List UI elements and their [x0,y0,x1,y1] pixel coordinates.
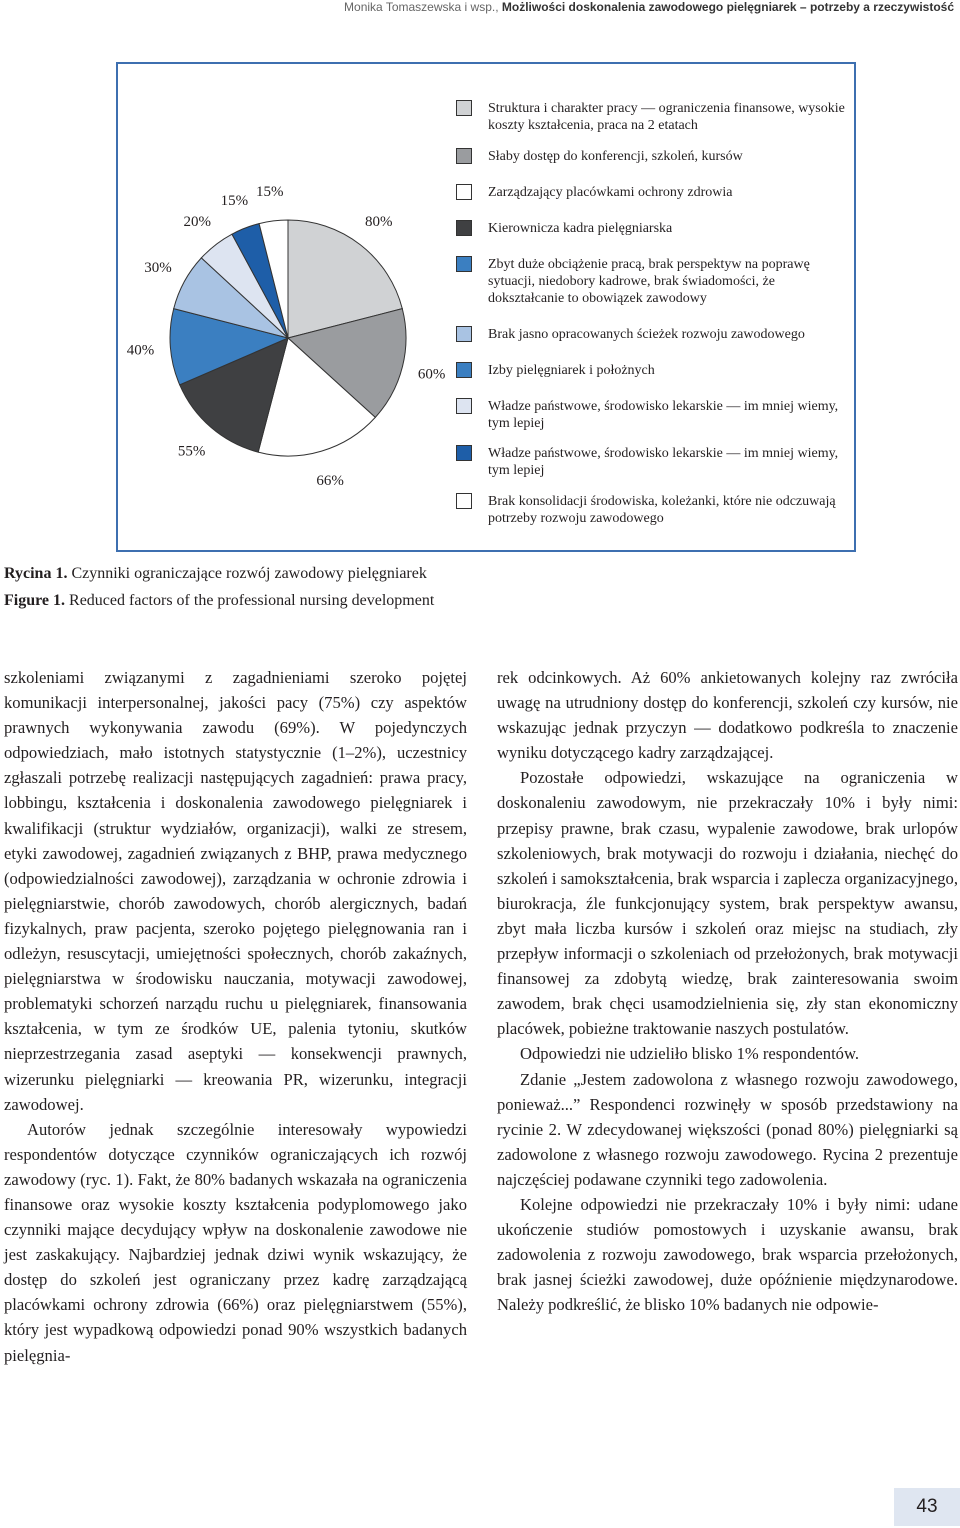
legend-text: Władze państwowe, środowisko lekarskie — im mniej wiemy, tym lepiej [488,399,839,431]
running-header [344,0,954,14]
paragraph: szkoleniami związanymi z zagadnieniami szeroko pojętej komunikacji interpersonalnej, jakości pacy (75%) czy aspektów prawnych wykonywania zawodu (69%). W pojedynczych odpowiedziach, mało istotnych statystycznie (1–2%), uczestnicy zgłaszali potrzebę realizacji następujących zagadnień: prawa pracy, lobbingu, kształcenia i doskonalenia zawodowego pielęgniarek i kwalifikacji (struktur wydziałów, organizacji), walki ze stresem, etyki zawodowej, zagadnień związanych z BHP, prawa medycznego (odpowiedzialności zawodowej), zarządzania w ochronie zdrowia i pielęgniarstwie, chorób zawodowych, chorób alergicznych, badań fizykalnych, praw pacjenta, szeroko pojętego pielęgnowania ran i odleżyn, resuscytacji, umiejętności społecznych, chorób zakaźnych, pielęgniarstwa w środowisku nauczania, motywacji zawodowej, problematyki schorzeń narządu ruchu u pielęgniarek, finansowania kształcenia, w tym ze środków UE, palenia tytoniu, skutków nieprzestrzegania zasad aseptyki — konsekwencji prawnych, wizerunku pielęgniarki — kreowania PR, wizerunku, integracji zawodowej. [4,668,467,1114]
legend-swatch [456,445,472,461]
header-authors: Monika Tomaszewska i wsp., [344,0,499,14]
paragraph: Odpowiedzi nie udzieliło blisko 1% respondentów. [520,1044,860,1064]
legend-swatch [456,148,472,164]
legend-text: Zarządzający placówkami ochrony zdrowia [488,185,733,200]
body-column-right [497,665,958,1317]
body-column-left [4,665,467,1368]
legend-swatch [456,493,472,509]
legend-swatch [456,362,472,378]
pie-slice-label-3: 55% [177,443,206,460]
legend-swatch [456,398,472,414]
caption-pl-text: Czynniki ograniczające rozwój zawodowy pielęgniarek [71,565,427,582]
legend-text: Zbyt duże obciążenie pracą, brak perspektyw na poprawę sytuacji, niedobory kadrowe, brak świadomości, że dokształcanie to obowiązek zawodowy [488,257,810,306]
pie-slice-label-5: 30% [144,260,172,277]
legend-swatch [456,220,472,236]
legend-swatch [456,326,472,342]
paragraph: Kolejne odpowiedzi nie przekraczały 10% i były nimi: udane ukończenie studiów pomostowych i uzyskanie awansu, brak zadowolenia z rozwoju zawodowego, brak wsparcia przełożonych, brak jasnej ścieżki zawodowej, duże opóźnienie międzynarodowe. Należy podkreślić, że blisko 10% badanych nie odpowie- [497,1194,958,1315]
pie-chart [118,64,448,544]
legend-swatch [456,184,472,200]
legend-text: Brak jasno opracowanych ścieżek rozwoju zawodowego [488,327,805,342]
pie-slice-label-7: 15% [220,193,249,210]
legend-text: Słaby dostęp do konferencji, szkoleń, kursów [488,149,743,164]
paragraph: Zdanie „Jestem zadowolona z własnego rozwoju zawodowego, ponieważ...” Respondenci rozwinęły w sposób przedstawiony na rycinie 2. W zdecydowanej większości (ponad 80%) pielęgniarki są zadowolone z własnego rozwoju zawodowego. Rycina 2 prezentuje najczęściej podawane czynniki tego zadowolenia. [497,1069,958,1189]
legend-text: Władze państwowe, środowisko lekarskie — im mniej wiemy, tym lepiej [488,446,839,478]
header-article-title: Możliwości doskonalenia zawodowego pielęgniarek – potrzeby a rzeczywistość [501,0,954,14]
caption-en-label: Figure 1. [4,592,66,609]
pie-slice-label-0: 80% [364,214,393,231]
pie-slice-label-4: 40% [126,342,155,359]
paragraph: Pozostałe odpowiedzi, wskazujące na ograniczenia w doskonaleniu zawodowym, nie przekraczały 10% i były nimi: przepisy prawne, brak czasu, wypalenie zawodowe, brak urlopów szkoleniowych, brak motywacji do rozwoju i działania, niechęć do szkoleń i samokształcenia, brak wsparcia i zaplecza organizacyjnego, biurokracja, źle funkcjonujący system, brak perspektyw awansu, zbyt mała liczba kursów i szkoleń oraz miejsc na studiach, zły przepływ informacji o szkoleniach od przełożonych, brak motywacji finansowej za zdobytą wiedzę, brak zainteresowania swoim zawodem, brak chęci usamodzielnienia się, zły stan ekonomiczny placówek, pobieżne traktowanie naszych postulatów. [497,768,958,1039]
pie-slice-label-1: 60% [417,366,446,383]
legend-swatch [456,256,472,272]
legend-swatch [456,100,472,116]
paragraph: Autorów jednak szczególnie interesowały wypowiedzi respondentów dotyczące czynników ograniczających ich rozwój zawodowy (ryc. 1). Fakt, że 80% badanych wskazała na ograniczenia finansowe oraz wysokie koszty kształcenia podyplomowego jako czynniki mające decydujący wpływ na doskonalenie zawodowe nie jest zaskakujący. Najbardziej jednak dziwi wynik wskazujący, że dostęp do szkoleń jest ograniczany przez kadrę zarządzającą placówkami ochrony zdrowia (66%) oraz pielęgniarstwem (55%), który jest wypadkową odpowiedzi ponad 90% wszystkich badanych pielęgnia- [4,1119,467,1365]
caption-pl-label: Rycina 1. [4,565,68,582]
paragraph: rek odcinkowych. Aż 60% ankietowanych kolejny raz zwróciła uwagę na utrudniony dostęp do konferencji, szkoleń czy kursów, nie wskazując jednak przyczyn — dodatkowo podkreśla to znaczenie wyniku dotyczącego kadry zarządzającej. [497,668,958,763]
page-number: 43 [894,1488,960,1526]
legend-text: Izby pielęgniarek i położnych [488,363,655,378]
pie-slice-label-2: 66% [316,472,344,489]
legend-text: Struktura i charakter pracy — ograniczenia finansowe, wysokie koszty kształcenia, praca na 2 etatach [488,101,845,133]
pie-slice-label-6: 20% [183,214,212,231]
legend-text: Kierownicza kadra pielęgniarska [488,221,673,236]
figure-caption-pl [4,565,427,583]
pie-slice-label-8: 15% [255,184,284,201]
caption-en-text: Reduced factors of the professional nursing development [69,592,435,609]
figure-caption-en [4,592,434,610]
legend-text: Brak konsolidacji środowiska, koleżanki, które nie odczuwają potrzeby rozwoju zawodowego [488,494,836,526]
